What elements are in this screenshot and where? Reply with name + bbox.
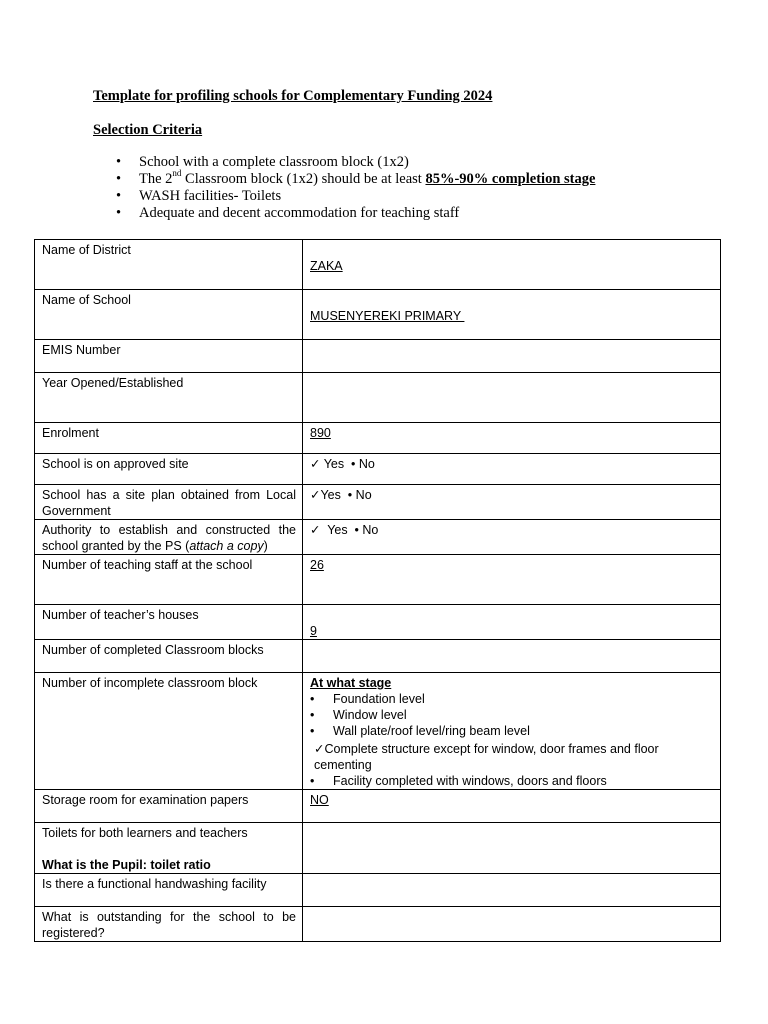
toilets-value[interactable]: [303, 823, 721, 874]
table-row: [35, 640, 721, 673]
stage-heading: At what stage: [310, 676, 392, 690]
year-value[interactable]: [303, 373, 721, 423]
storage-value[interactable]: NO: [303, 790, 721, 823]
table-row: [35, 454, 721, 485]
outstanding-label: What is outstanding for the school to be registered?: [35, 907, 303, 942]
site-plan-label: School has a site plan obtained from Local Government: [35, 485, 303, 520]
outstanding-value[interactable]: [303, 907, 721, 942]
table-row: [35, 605, 721, 640]
table-row: [35, 290, 721, 340]
bullet-icon: •: [116, 205, 122, 221]
approved-site-value[interactable]: ✓ Yes • No: [303, 454, 721, 485]
teacher-houses-label: Number of teacher’s houses: [35, 605, 303, 640]
authority-value[interactable]: ✓ Yes • No: [303, 520, 721, 555]
table-row: [35, 823, 721, 874]
toilet-ratio-label: What is the Pupil: toilet ratio: [42, 858, 211, 872]
stage-item: • Window level: [310, 708, 407, 722]
profile-table: [34, 239, 721, 942]
criteria-item: • The 2nd Classroom block (1x2) should be at least 85%-90% completion stage: [116, 168, 596, 187]
table-row: [35, 555, 721, 605]
emis-label: EMIS Number: [35, 340, 303, 373]
document-title: Template for profiling schools for Complementary Funding 2024: [93, 88, 493, 104]
emis-value[interactable]: [303, 340, 721, 373]
stage-item-selected: ✓Complete structure except for window, door frames and floor cementing: [314, 742, 659, 772]
selection-criteria-heading: Selection Criteria: [93, 122, 203, 138]
table-row: [35, 240, 721, 290]
table-row: [35, 874, 721, 907]
teacher-houses-value[interactable]: 9: [303, 605, 721, 640]
criteria-list: [116, 154, 595, 222]
authority-label: Authority to establish and constructed the school granted by the PS (attach a copy): [35, 520, 303, 555]
table-row: [35, 373, 721, 423]
bullet-icon: •: [310, 708, 315, 722]
handwashing-label: Is there a functional handwashing facility: [35, 874, 303, 907]
table-row: [35, 485, 721, 520]
completed-blocks-value[interactable]: [303, 640, 721, 673]
table-row: [35, 673, 721, 790]
toilets-label: Toilets for both learners and teachers What is the Pupil: toilet ratio: [35, 823, 303, 874]
bullet-icon: •: [116, 171, 122, 187]
criteria-item: • Adequate and decent accommodation for teaching staff: [116, 205, 460, 221]
criteria-item: • School with a complete classroom block (1x2): [116, 154, 409, 170]
year-label: Year Opened/Established: [35, 373, 303, 423]
bullet-icon: •: [310, 774, 315, 788]
stage-list: [310, 691, 714, 789]
teaching-staff-value[interactable]: 26: [303, 555, 721, 605]
table-row: [35, 790, 721, 823]
district-value[interactable]: ZAKA: [303, 240, 721, 290]
enrolment-label: Enrolment: [35, 423, 303, 454]
incomplete-block-label: Number of incomplete classroom block: [35, 673, 303, 790]
bullet-icon: •: [310, 724, 315, 738]
storage-label: Storage room for examination papers: [35, 790, 303, 823]
teaching-staff-label: Number of teaching staff at the school: [35, 555, 303, 605]
site-plan-value[interactable]: ✓Yes • No: [303, 485, 721, 520]
bullet-icon: •: [116, 188, 122, 204]
table-row: [35, 907, 721, 942]
table-row: [35, 520, 721, 555]
stage-item: • Wall plate/roof level/ring beam level: [310, 724, 530, 738]
stage-item: • Facility completed with windows, doors and floors: [310, 774, 607, 788]
table-row: [35, 340, 721, 373]
incomplete-block-value[interactable]: [303, 673, 721, 790]
district-label: Name of District: [35, 240, 303, 290]
handwashing-value[interactable]: [303, 874, 721, 907]
approved-site-label: School is on approved site: [35, 454, 303, 485]
school-value[interactable]: MUSENYEREKI PRIMARY: [303, 290, 721, 340]
criteria-item: • WASH facilities- Toilets: [116, 188, 282, 204]
enrolment-value[interactable]: 890: [303, 423, 721, 454]
completed-blocks-label: Number of completed Classroom blocks: [35, 640, 303, 673]
table-row: [35, 423, 721, 454]
school-label: Name of School: [35, 290, 303, 340]
bullet-icon: •: [310, 692, 315, 706]
stage-item: • Foundation level: [310, 692, 425, 706]
bullet-icon: •: [116, 154, 122, 170]
